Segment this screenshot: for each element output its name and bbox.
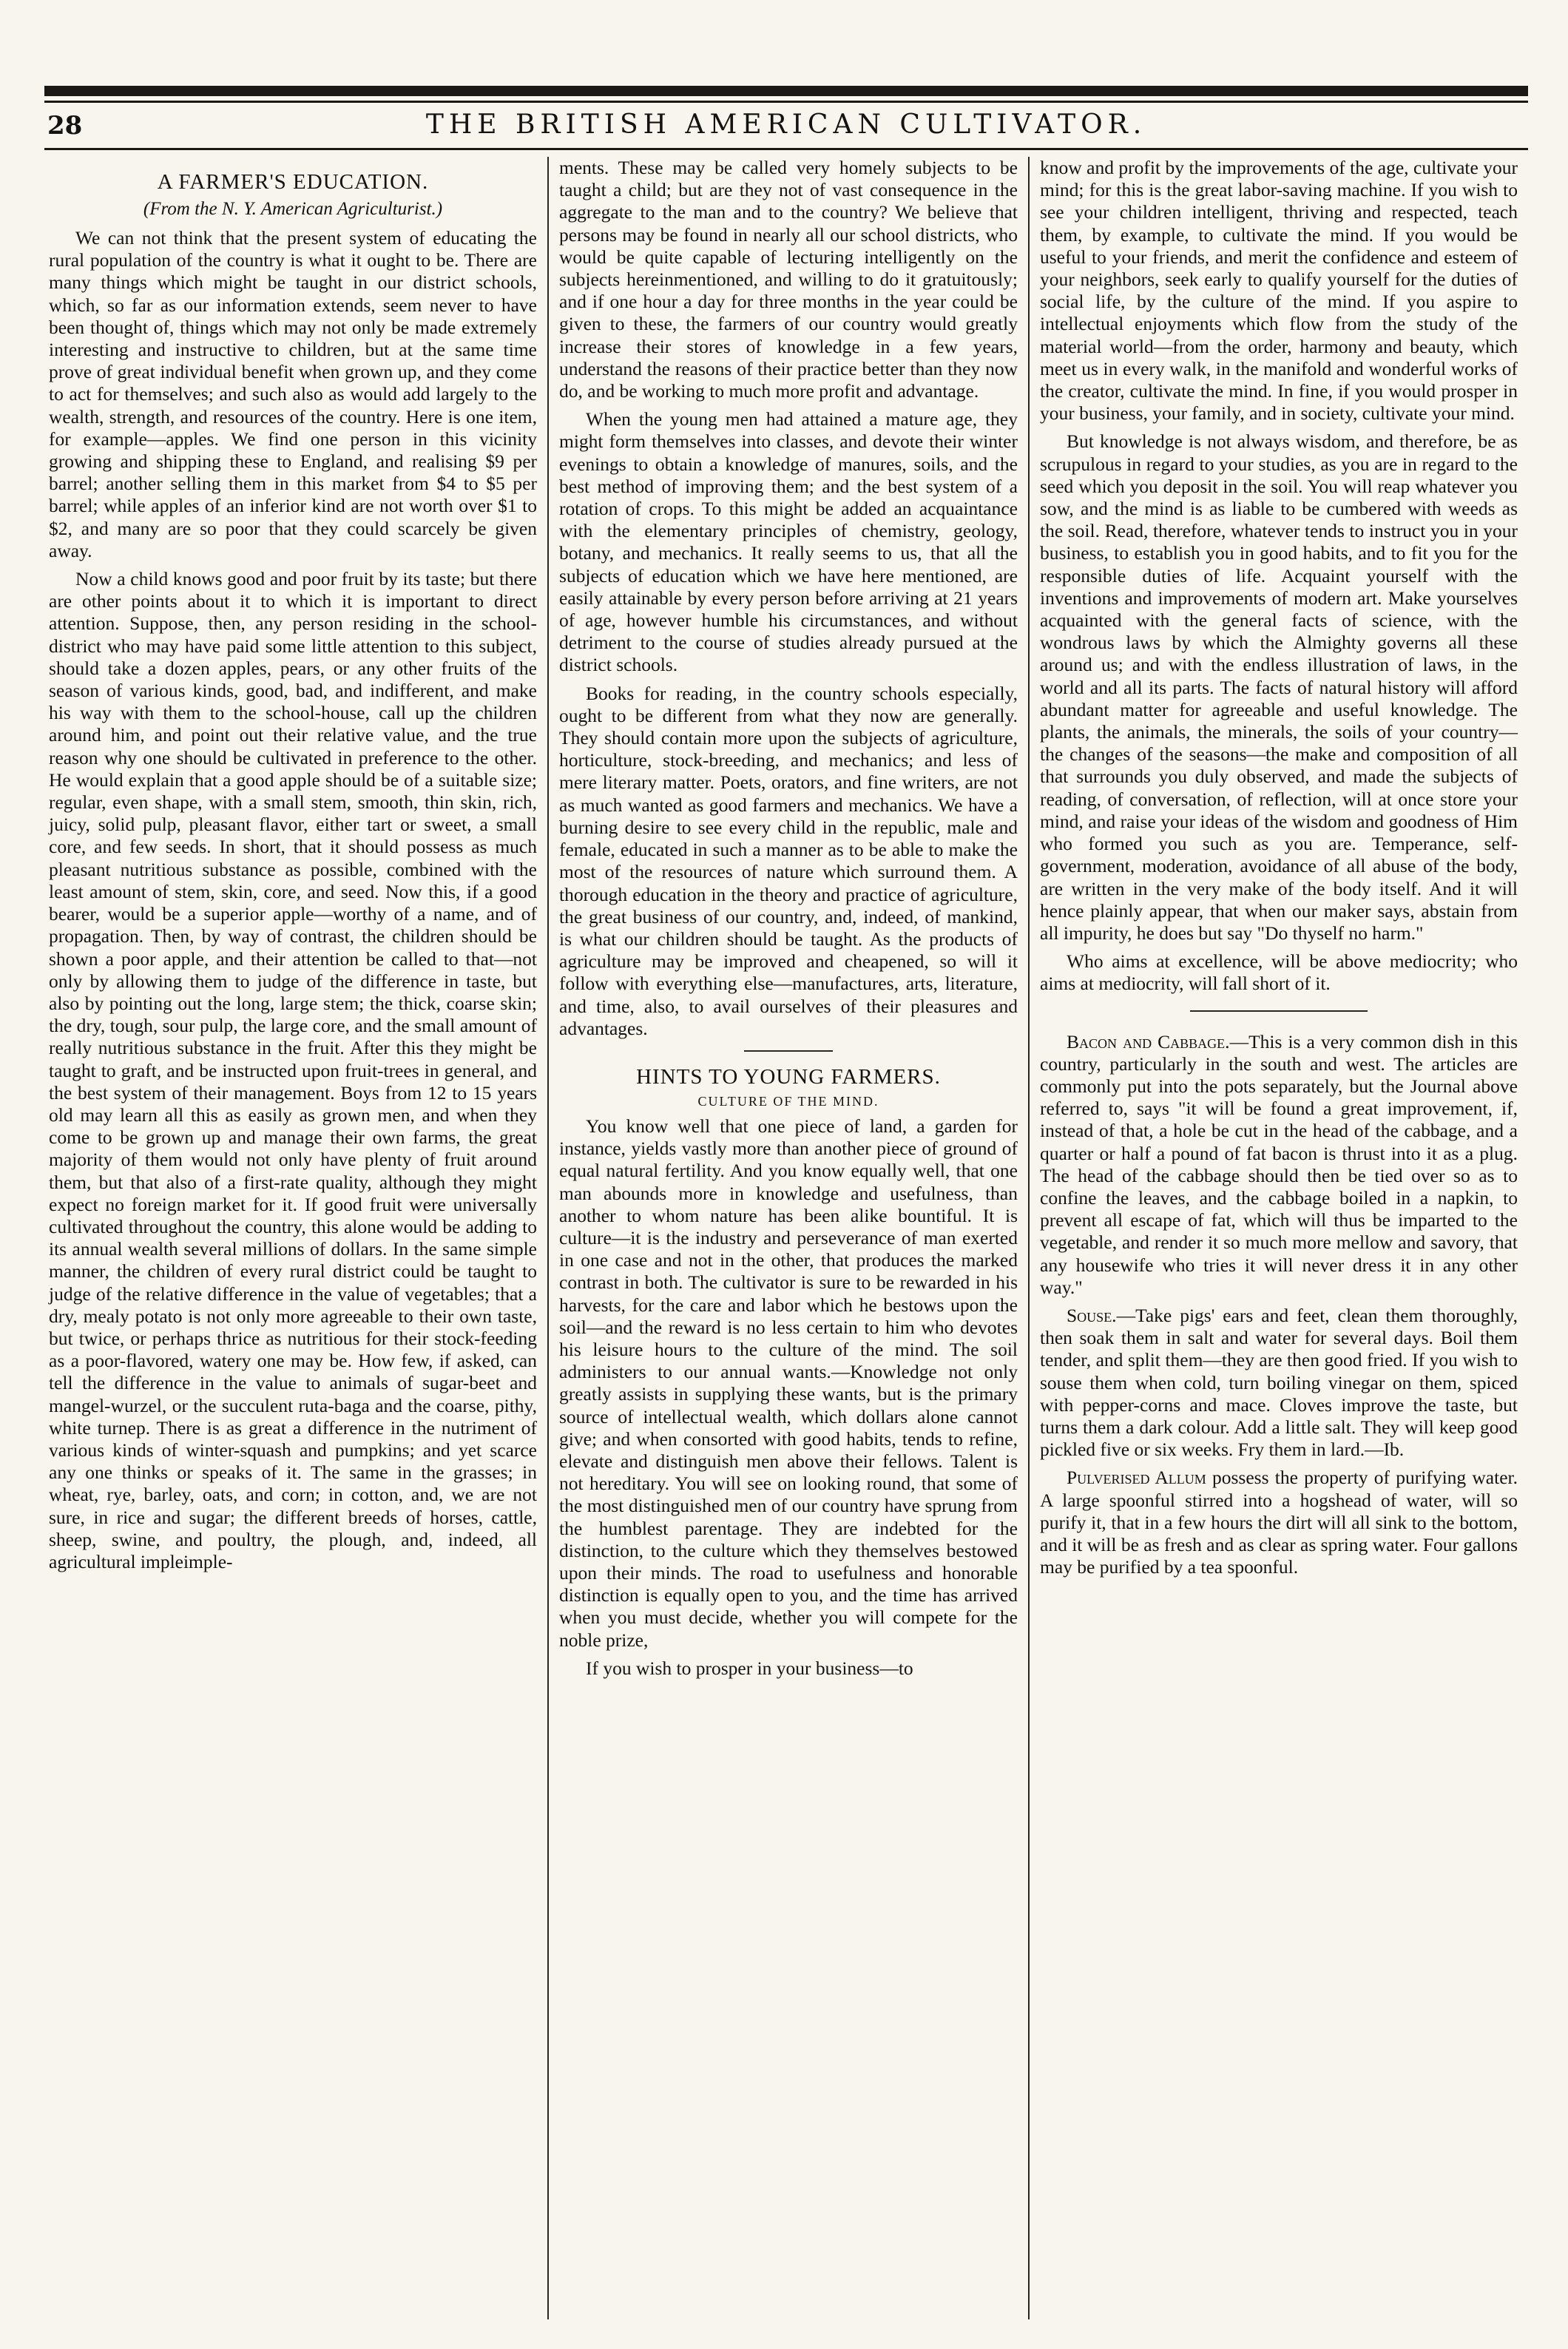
- article1-paragraph-4: Books for reading, in the country schools especially, ought to be different from what they now are generally. They should contain more upon the subjects of agriculture, horticulture, stock-breeding, and mechanics; and less of mere literary matter. Poets, orators, and fine writers, are not as much wanted as good farmers and mechanics. We have a burning desire to see every child in the republic, male and female, educated in such a manner as to be able to make the most of the resources of nature which surround them. A thorough education in the theory and practice of agriculture, the great business of our country, and, indeed, of mankind, is what our children should be taught. As the products of agriculture may be improved and cheapened, so will it follow with everything else—manufactures, arts, literature, and time, also, to avail ourselves of their pleasures and advantages.: [559, 682, 1018, 1039]
- article-columns: [44, 157, 1528, 2319]
- item-pulverised-allum: [1040, 1467, 1518, 1578]
- column-2: [547, 157, 1028, 2319]
- article1-paragraph-1: We can not think that the present system of educating the rural population of the country is what it ought to be. There are many things which might be taught in our district schools, which, so far as our information extends, seem never to have been thought of, things which may not only be made extremely interesting and instructive to children, but at the same time prove of great individual benefit when grown up, and they come to act for themselves; and such also as would add largely to the wealth, strength, and resources of the country. Here is one item, for example—apples. We find one person in this vicinity growing and shipping these to England, and realising $9 per barrel; another selling them in this market from $4 to $5 per barrel; while apples of an inferior kind are not worth over $1 to $2, and many are so poor that they could scarcely be given away.: [49, 227, 537, 561]
- article2-paragraph-3: But knowledge is not always wisdom, and therefore, be as scrupulous in regard to your studies, as you are in regard to the seed which you deposit in the soil. You will reap whatever you sow, and the mind is as liable to be cumbered with weeds as the soil. Read, therefore, whatever tends to instruct you in your business, to establish you in good habits, and to fit you for the responsible duties of life. Acquaint yourself with the inventions and improvements of modern art. Make yourselves acquainted with the general facts of science, with the wondrous laws by which the Almighty governs all these around us; and with the endless illustration of laws, in the world and all its parts. The facts of natural history will afford abundant matter for agreeable and useful knowledge. The plants, the animals, the minerals, the soils of your country—the changes of the seasons—the make and composition of all that surrounds you duly observed, and made the subjects of reading, of conversation, of reflection, will at once store your mind, and raise your ideas of the wisdom and goodness of Him who formed you such as you are. Temperance, self-government, moderation, avoidance of all abuse of the body, are written in the very make of the body itself. And it will hence plainly appear, that when our maker says, abstain from all impurity, he does but say "Do thyself no harm.": [1040, 430, 1518, 944]
- page-number: 28: [47, 111, 83, 141]
- item-text: —Take pigs' ears and feet, clean them thoroughly, then soak them in salt and water for several days. Boil them tender, and split them—they are then good fried. If you wish to souse them when cold, turn boiling vinegar on them, spiced with pepper-corns and mace. Cloves improve the taste, but turns them a dark colour. Add a little salt. They will keep good pickled five or six weeks. Fry them in lard.—Ib.: [1040, 1304, 1518, 1461]
- article-subtitle: CULTURE OF THE MIND.: [697, 1093, 879, 1109]
- article1-paragraph-3: When the young men had attained a mature age, they might form themselves into classes, and devote their winter evenings to obtain a knowledge of manures, soils, and the best method of improving them; and the best system of a rotation of crops. To this might be added an acquaintance with the elementary principles of chemistry, geology, botany, and mechanics. It really seems to us, that all the subjects of education which we have here mentioned, are easily attainable by every person before arriving at 21 years of age, however humble his circumstances, and without detriment to the course of studies already pursued at the district schools.: [559, 408, 1018, 676]
- article-title-farmers-education: A FARMER'S EDUCATION.: [157, 170, 429, 194]
- column-1: [44, 157, 547, 2319]
- item-text: —This is a very common dish in this country, particularly in the south and west. The articles are commonly put into the pots separately, but the Journal above referred to, says "it will be found a great improvement, if, instead of that, a hole be cut in the head of the cabbage, and a quarter or half a pound of fat bacon is thrust into it as a plug. The head of the cabbage should then be tied over so as to confine the leaves, and the cabbage boiled in a napkin, to prevent all escape of fat, which will thus be imparted to the vegetable, and render it so much more mellow and savory, that any housewife who tries it will never dress it in any other way.": [1040, 1030, 1518, 1298]
- item-lead: Bacon and Cabbage.: [1067, 1030, 1230, 1052]
- item-lead: Souse.: [1067, 1304, 1117, 1326]
- article2-paragraph-2-part-2: know and profit by the improvements of the age, cultivate your mind; for this is the great labor-saving machine. If you wish to see your children intelligent, thriving and respected, teach them, by example, to cultivate the mind. If you would be useful to your friends, and merit the confidence and esteem of your neighbors, seek early to qualify yourself for the duties of social life, by the culture of the mind. If you aspire to intellectual enjoyments which flow from the study of the material world—from the order, harmony and beauty, which meet us in every walk, in the manifold and wonderful works of the creator, cultivate the mind. In fine, if you would prosper in your business, your family, and in society, cultivate your mind.: [1040, 157, 1518, 425]
- page-header: [44, 109, 1528, 146]
- running-title: THE BRITISH AMERICAN CULTIVATOR.: [425, 109, 1147, 140]
- item-text: possess the property of purifying water. A large spoonful stirred into a hogshead of water, will so purify it, that in a few hours the dirt will all sink to the bottom, and it will be as fresh and as clear as spring water. Four gallons may be purified by a tea spoonful.: [1040, 1467, 1518, 1578]
- top-heavy-rule: [44, 86, 1528, 96]
- article2-paragraph-4: Who aims at excellence, will be above mediocrity; who aims at mediocrity, will fall short of it.: [1040, 950, 1518, 995]
- article1-paragraph-2-part-1: Now a child knows good and poor fruit by its taste; but there are other points about it to which it is important to direct attention. Suppose, then, any person residing in the school-district who may have paid some little attention to this subject, should take a dozen apples, pears, or any other fruits of the season of various kinds, good, bad, and indifferent, and make his way with them to the school-house, call up the children around him, and point out their relative value, and the true reason why one should be cultivated in preference to the other. He would explain that a good apple should be of a suitable size; regular, even shape, with a small stem, smooth, thin skin, rich, juicy, solid pulp, pleasant flavor, either tart or sweet, a small core, and few seeds. In short, that it should possess as much pleasant nutritious substance as possible, combined with the least amount of stem, skin, core, and seed. Now this, if a good bearer, would be a superior apple—worthy of a name, and of propagation. Then, by way of contrast, the children should be shown a poor apple, and their attention be called to that—not only by allowing them to judge of the difference in taste, but also by pointing out the long, large stem; the thick, coarse skin; the dry, tough, sour pulp, the large core, and the small amount of really nutritious substance in the fruit. After this they might be taught to graft, and be instructed upon fruit-trees in general, and the best system of their management. Boys from 12 to 15 years old may learn all this as easily as grown men, and when they come to be grown up and manage their own farms, the great majority of them would not only have plenty of fruit around them, but that also of a first-rate quality, although they might expect no foreign market for it. If good fruit were universally cultivated throughout the country, this alone would be adding to its annual wealth several millions of dollars. In the same simple manner, the children of every rural district could be taught to judge of the relative difference in the value of vegetables; that a dry, mealy potato is not only more agreeable to their own taste, but twice, or perhaps thrice as nutritious for their stock-feeding as a poor-flavored, watery one may be. How few, if asked, can tell the difference in the value to animals of sugar-beet and mangel-wurzel, or the succulent ruta-baga and the coarse, pithy, white turnep. There is as great a difference in the nutriment of various kinds of winter-squash and pumpkins; and yet scarce any one thinks or speaks of it. The same in the grasses; in wheat, rye, barley, oats, and corn; in cotton, and, we are not sure, in rice and sugar; the different breeds of horses, cattle, sheep, swine, and poultry, the plough, and, indeed, all agricultural impleimple-: [49, 568, 537, 1572]
- section-divider: [1190, 1010, 1368, 1012]
- item-souse: [1040, 1305, 1518, 1461]
- article2-paragraph-2-part-1: If you wish to prosper in your business—to: [586, 1657, 913, 1679]
- article-title-hints-young-farmers: HINTS TO YOUNG FARMERS.: [636, 1064, 941, 1089]
- top-thin-rule: [44, 101, 1528, 103]
- article1-paragraph-2-part-2: ments. These may be called very homely subjects to be taught a child; but are they not of vast consequence in the aggregate to the man and to the country? We believe that persons may be found in nearly all our school districts, who would be quite capable of lecturing intelligently on the subjects hereinmentioned, and willing to do it gratuitously; and if one hour a day for three months in the year could be given to these, the farmers of our country would greatly increase their stores of knowledge in a few years, understand the reasons of their practice better than they now do, and be working to much more profit and advantage.: [559, 157, 1018, 402]
- article2-paragraph-1: You know well that one piece of land, a garden for instance, yields vastly more than another piece of ground of equal natural fertility. And you know equally well, that one man abounds more in knowledge and usefulness, than another to whom nature has been alike bountiful. It is culture—it is the industry and perseverance of man exerted in one case and not in the other, that produces the marked contrast in both. The cultivator is sure to be rewarded in his harvests, for the care and labor which he bestows upon the soil—and the reward is no less certain to him who devotes his leisure hours to the culture of the mind. The soil administers to our annual wants.—Knowledge not only greatly assists in supplying these wants, but is the primary source of intellectual wealth, which dollars alone cannot give; and when consorted with good habits, tends to refine, elevate and distinguish men above their fellows. Talent is not hereditary. You will see on looking round, that some of the most distinguished men of our country have sprung from the humblest parentage. They are indebted for the distinction, to the culture which they themselves bestowed upon their minds. The road to usefulness and honorable distinction is equally open to you, and the time has arrived when you must decide, whether you will compete for the noble prize,: [559, 1115, 1018, 1651]
- item-bacon-and-cabbage: [1040, 1031, 1518, 1299]
- column-3: [1028, 157, 1528, 2319]
- section-divider: [744, 1050, 833, 1052]
- article-source: (From the N. Y. American Agriculturist.): [143, 199, 443, 219]
- item-lead: Pulverised Allum: [1067, 1467, 1206, 1489]
- header-rule: [44, 148, 1528, 150]
